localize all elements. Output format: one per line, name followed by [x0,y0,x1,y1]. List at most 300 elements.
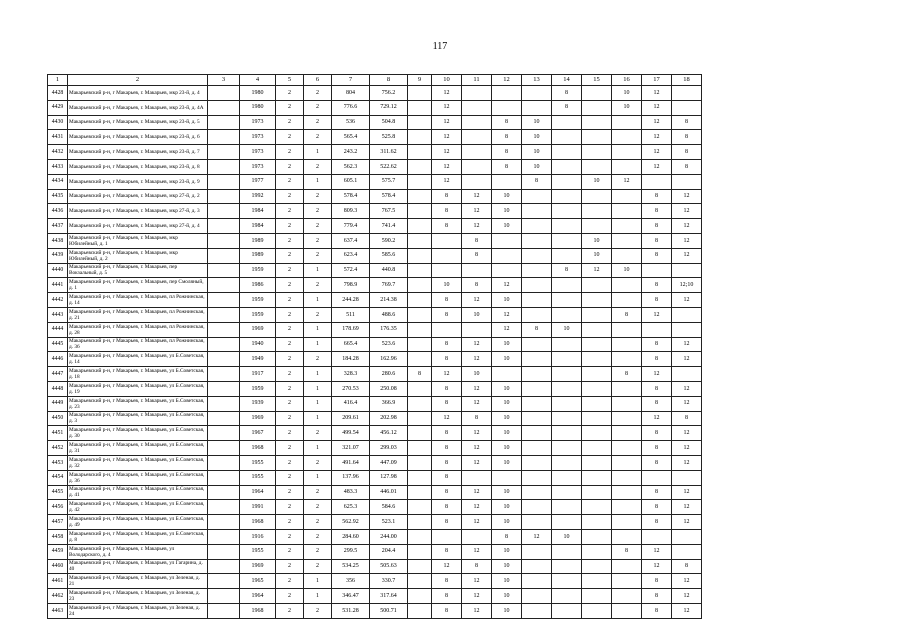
table-cell [582,381,612,396]
table-row [48,500,702,515]
table-cell [408,86,432,101]
address-cell: Макарьевский р-н, г Макарьев, г. Макарьев, ул Б.Советская, д. 49 [68,515,208,530]
table-cell: 10 [492,381,522,396]
table-cell: 162.96 [370,352,408,367]
table-cell [582,500,612,515]
address-cell: Макарьевский р-н, г Макарьев, г. Макарьев, мкр 23-й, д. 5 [68,115,208,130]
column-header: 18 [672,75,702,86]
table-cell [582,544,612,559]
table-cell [208,515,240,530]
row-number-cell: 4429 [48,100,68,115]
table-cell: 317.64 [370,589,408,604]
table-cell: 440.8 [370,263,408,278]
table-cell: 585.6 [370,248,408,263]
table-cell: 523.6 [370,337,408,352]
table-cell: 1992 [240,189,276,204]
table-cell [432,263,462,278]
table-cell [522,337,552,352]
table-cell [612,589,642,604]
table-cell [208,174,240,189]
table-cell: 8 [492,529,522,544]
row-number-cell: 4451 [48,426,68,441]
table-cell [522,411,552,426]
table-cell: 12 [432,145,462,160]
table-cell: 1959 [240,263,276,278]
table-cell: 356 [332,574,370,589]
table-cell: 2 [304,115,332,130]
table-cell: 12 [672,381,702,396]
table-cell: 8 [642,396,672,411]
table-cell: 12 [492,307,522,322]
table-cell [208,603,240,618]
table-cell: 12 [492,278,522,293]
table-cell: 1949 [240,352,276,367]
table-cell: 8 [492,159,522,174]
table-cell: 8 [462,559,492,574]
table-cell [492,470,522,485]
table-cell [522,574,552,589]
table-cell [672,86,702,101]
table-cell: 10 [522,130,552,145]
table-cell [522,278,552,293]
table-cell [552,455,582,470]
address-cell: Макарьевский р-н, г Макарьев, г. Макарьев, ул Гагарина, д. 40 [68,559,208,574]
table-cell [582,559,612,574]
table-cell: 8 [612,544,642,559]
table-cell: 10 [492,559,522,574]
table-cell: 2 [304,352,332,367]
table-cell [672,322,702,337]
table-cell: 769.7 [370,278,408,293]
row-number-cell: 4458 [48,529,68,544]
table-cell [408,337,432,352]
table-cell [672,529,702,544]
table-cell: 12 [642,544,672,559]
table-cell: 12 [672,426,702,441]
table-cell: 12 [462,500,492,515]
row-number-cell: 4459 [48,544,68,559]
table-cell: 1955 [240,455,276,470]
table-cell [522,559,552,574]
table-cell [582,396,612,411]
table-row [48,396,702,411]
table-cell [462,130,492,145]
table-cell: 8 [642,381,672,396]
table-cell [522,219,552,234]
table-cell: 10 [462,307,492,322]
row-number-cell: 4457 [48,515,68,530]
table-cell [408,293,432,308]
table-row [48,307,702,322]
table-cell [612,278,642,293]
table-cell [522,470,552,485]
address-cell: Макарьевский р-н, г Макарьев, г. Макарьев, ул Б.Советская, д. 32 [68,455,208,470]
table-cell [582,603,612,618]
table-cell [408,574,432,589]
table-cell: 12 [462,381,492,396]
row-number-cell: 4448 [48,381,68,396]
table-cell [208,233,240,248]
row-number-cell: 4443 [48,307,68,322]
table-cell [492,174,522,189]
table-cell [522,307,552,322]
table-cell: 1 [304,293,332,308]
table-cell: 1959 [240,307,276,322]
table-cell [552,381,582,396]
table-cell: 1973 [240,115,276,130]
table-cell: 10 [492,352,522,367]
table-row [48,337,702,352]
table-row [48,559,702,574]
table-cell: 10 [582,174,612,189]
table-cell: 12 [612,174,642,189]
table-cell [208,544,240,559]
table-cell: 8 [552,100,582,115]
table-cell [462,86,492,101]
table-cell [552,278,582,293]
table-cell: 8 [432,219,462,234]
table-cell: 2 [276,426,304,441]
table-cell [552,441,582,456]
table-cell: 637.4 [332,233,370,248]
table-cell [208,529,240,544]
table-cell: 8 [432,485,462,500]
table-cell [582,278,612,293]
table-cell: 584.6 [370,500,408,515]
table-row [48,470,702,485]
table-cell [582,589,612,604]
table-cell: 500.71 [370,603,408,618]
table-cell: 12 [462,574,492,589]
table-row [48,130,702,145]
address-cell: Макарьевский р-н, г Макарьев, г. Макарьев, мкр 27-й, д. 4 [68,219,208,234]
address-cell: Макарьевский р-н, г Макарьев, г. Макарьев, ул Б.Советская, д. 18 [68,367,208,382]
address-cell: Макарьевский р-н, г Макарьев, г. Макарьев, пл Рожнинская, д. 36 [68,337,208,352]
row-number-cell: 4446 [48,352,68,367]
table-cell [582,130,612,145]
table-cell [462,322,492,337]
table-cell: 8 [642,219,672,234]
address-cell: Макарьевский р-н, г Макарьев, г. Макарьев, ул Зеленая, д. 23 [68,589,208,604]
table-cell: 1 [304,337,332,352]
address-cell: Макарьевский р-н, г Макарьев, г. Макарьев, мкр 23-й, д. 8 [68,159,208,174]
table-cell: 1917 [240,367,276,382]
table-cell [552,174,582,189]
table-cell: 2 [276,189,304,204]
table-cell: 623.4 [332,248,370,263]
table-cell: 12 [672,233,702,248]
table-cell: 456.12 [370,426,408,441]
table-row [48,411,702,426]
table-cell: 1973 [240,145,276,160]
table-cell: 2 [304,426,332,441]
table-cell: 1 [304,589,332,604]
table-cell [492,263,522,278]
table-cell: 10 [492,574,522,589]
table-cell [552,204,582,219]
table-row [48,145,702,160]
table-cell: 2 [276,233,304,248]
table-cell [552,233,582,248]
table-cell [672,544,702,559]
table-cell: 1964 [240,589,276,604]
table-cell: 1984 [240,219,276,234]
table-cell: 2 [276,381,304,396]
table-cell: 776.6 [332,100,370,115]
column-header: 8 [370,75,408,86]
table-cell: 270.53 [332,381,370,396]
table-cell: 10 [492,441,522,456]
table-cell [582,352,612,367]
table-cell [522,352,552,367]
table-cell: 2 [276,293,304,308]
address-cell: Макарьевский р-н, г Макарьев, г. Макарьев, пл Рожнинская, д. 28 [68,322,208,337]
table-cell: 2 [304,189,332,204]
column-header: 7 [332,75,370,86]
table-cell: 12 [672,603,702,618]
table-cell: 8 [492,145,522,160]
table-cell: 12 [672,485,702,500]
table-cell: 572.4 [332,263,370,278]
table-cell [582,485,612,500]
table-cell [612,337,642,352]
table-cell [582,455,612,470]
table-cell: 12 [672,396,702,411]
table-cell [552,159,582,174]
table-cell: 2 [276,115,304,130]
table-cell: 12 [462,589,492,604]
table-cell: 416.4 [332,396,370,411]
table-cell: 2 [276,219,304,234]
table-cell [492,367,522,382]
table-cell [408,470,432,485]
table-cell: 12 [642,411,672,426]
table-cell: 2 [304,559,332,574]
table-row [48,293,702,308]
table-cell [522,515,552,530]
table-cell [208,352,240,367]
table-cell [408,233,432,248]
table-cell [492,248,522,263]
table-cell: 311.62 [370,145,408,160]
table-cell [208,485,240,500]
table-cell: 1965 [240,574,276,589]
table-cell [582,574,612,589]
table-cell [208,100,240,115]
address-cell: Макарьевский р-н, г Макарьев, г. Макарьев, ул Б.Советская, д. 14 [68,352,208,367]
table-cell: 299.5 [332,544,370,559]
table-cell: 12 [642,559,672,574]
table-cell: 12 [462,204,492,219]
table-cell [462,159,492,174]
table-cell: 1959 [240,293,276,308]
table-row [48,189,702,204]
address-cell: Макарьевский р-н, г Макарьев, г. Макарьев, ул Б.Советская, д. 23 [68,396,208,411]
table-cell [522,603,552,618]
table-row [48,248,702,263]
table-row [48,426,702,441]
table-cell [208,189,240,204]
row-number-cell: 4438 [48,233,68,248]
table-cell: 2 [276,174,304,189]
table-cell: 504.8 [370,115,408,130]
table-cell: 8 [642,278,672,293]
table-cell [462,145,492,160]
table-cell: 8 [462,233,492,248]
table-cell [612,115,642,130]
table-cell [522,500,552,515]
table-cell: 8 [612,307,642,322]
table-cell: 534.25 [332,559,370,574]
table-cell [408,159,432,174]
table-cell: 1980 [240,100,276,115]
row-number-cell: 4460 [48,559,68,574]
table-cell: 8 [432,544,462,559]
row-number-cell: 4445 [48,337,68,352]
table-cell: 12 [642,367,672,382]
table-cell [208,470,240,485]
table-cell [208,589,240,604]
table-cell: 1969 [240,559,276,574]
table-cell: 12 [672,219,702,234]
table-cell [408,352,432,367]
table-cell: 127.98 [370,470,408,485]
table-cell: 12 [672,515,702,530]
table-cell: 1967 [240,426,276,441]
table-cell: 2 [276,100,304,115]
table-cell: 2 [304,100,332,115]
table-cell: 1 [304,574,332,589]
table-cell: 12 [672,455,702,470]
table-cell [432,248,462,263]
address-cell: Макарьевский р-н, г Макарьев, г. Макарьев, мкр 23-й, д. 4А [68,100,208,115]
table-cell [612,145,642,160]
table-cell [582,293,612,308]
address-cell: Макарьевский р-н, г Макарьев, г. Макарьев, мкр 23-й, д. 4 [68,86,208,101]
table-cell [208,396,240,411]
table-cell [612,189,642,204]
table-cell [208,441,240,456]
table-cell: 2 [304,485,332,500]
table-cell [582,204,612,219]
table-cell: 8 [432,426,462,441]
table-cell: 1973 [240,159,276,174]
table-cell: 10 [492,219,522,234]
address-cell: Макарьевский р-н, г Макарьев, г. Макарьев, мкр 23-й, д. 9 [68,174,208,189]
table-cell: 2 [304,159,332,174]
table-cell [208,367,240,382]
table-cell [522,204,552,219]
table-cell: 321.07 [332,441,370,456]
table-cell [642,529,672,544]
table-cell [612,248,642,263]
table-cell [582,159,612,174]
table-cell [612,411,642,426]
table-cell: 2 [276,603,304,618]
table-cell: 1989 [240,233,276,248]
table-cell [582,337,612,352]
table-cell [552,307,582,322]
table-row [48,603,702,618]
table-cell: 10 [582,248,612,263]
table-cell: 804 [332,86,370,101]
table-cell: 8 [492,115,522,130]
table-cell [408,100,432,115]
table-cell [552,574,582,589]
table-cell [208,130,240,145]
table-cell: 2 [304,515,332,530]
table-cell [552,115,582,130]
table-cell [522,189,552,204]
table-cell [552,367,582,382]
table-cell [612,500,642,515]
row-number-cell: 4447 [48,367,68,382]
table-row [48,263,702,278]
table-row [48,367,702,382]
table-cell: 12 [672,337,702,352]
table-cell: 10 [492,337,522,352]
table-cell: 176.35 [370,322,408,337]
table-cell: 2 [304,219,332,234]
table-cell [462,529,492,544]
table-cell: 12 [672,293,702,308]
table-cell: 1955 [240,544,276,559]
table-cell: 2 [276,411,304,426]
row-number-cell: 4432 [48,145,68,160]
table-cell: 10 [522,145,552,160]
table-cell [582,86,612,101]
table-cell [582,322,612,337]
table-cell: 8 [432,441,462,456]
table-cell [432,529,462,544]
table-cell: 10 [492,485,522,500]
row-number-cell: 4444 [48,322,68,337]
table-cell: 8 [672,411,702,426]
table-cell: 578.4 [370,189,408,204]
table-cell: 2 [304,86,332,101]
table-cell [552,500,582,515]
table-cell [552,544,582,559]
table-row [48,544,702,559]
table-cell: 1991 [240,500,276,515]
table-cell [408,115,432,130]
page-number: 117 [432,41,448,52]
table-row [48,233,702,248]
table-cell: 12 [642,307,672,322]
table-cell: 756.2 [370,86,408,101]
table-cell: 8 [408,367,432,382]
table-cell: 8 [642,293,672,308]
table-cell: 10 [612,263,642,278]
table-cell: 2 [276,441,304,456]
address-cell: Макарьевский р-н, г Макарьев, г. Макарьев, ул Володарского, д. 4 [68,544,208,559]
table-cell [208,455,240,470]
table-cell: 511 [332,307,370,322]
table-cell: 12 [432,100,462,115]
table-row [48,381,702,396]
table-cell: 729.12 [370,100,408,115]
table-cell: 1955 [240,470,276,485]
table-cell [208,411,240,426]
table-cell: 12 [462,219,492,234]
table-cell: 2 [276,574,304,589]
table-cell: 2 [276,263,304,278]
table-cell: 499.54 [332,426,370,441]
table-cell [672,367,702,382]
table-cell: 2 [276,559,304,574]
table-cell: 590.2 [370,233,408,248]
table-cell: 12 [642,100,672,115]
